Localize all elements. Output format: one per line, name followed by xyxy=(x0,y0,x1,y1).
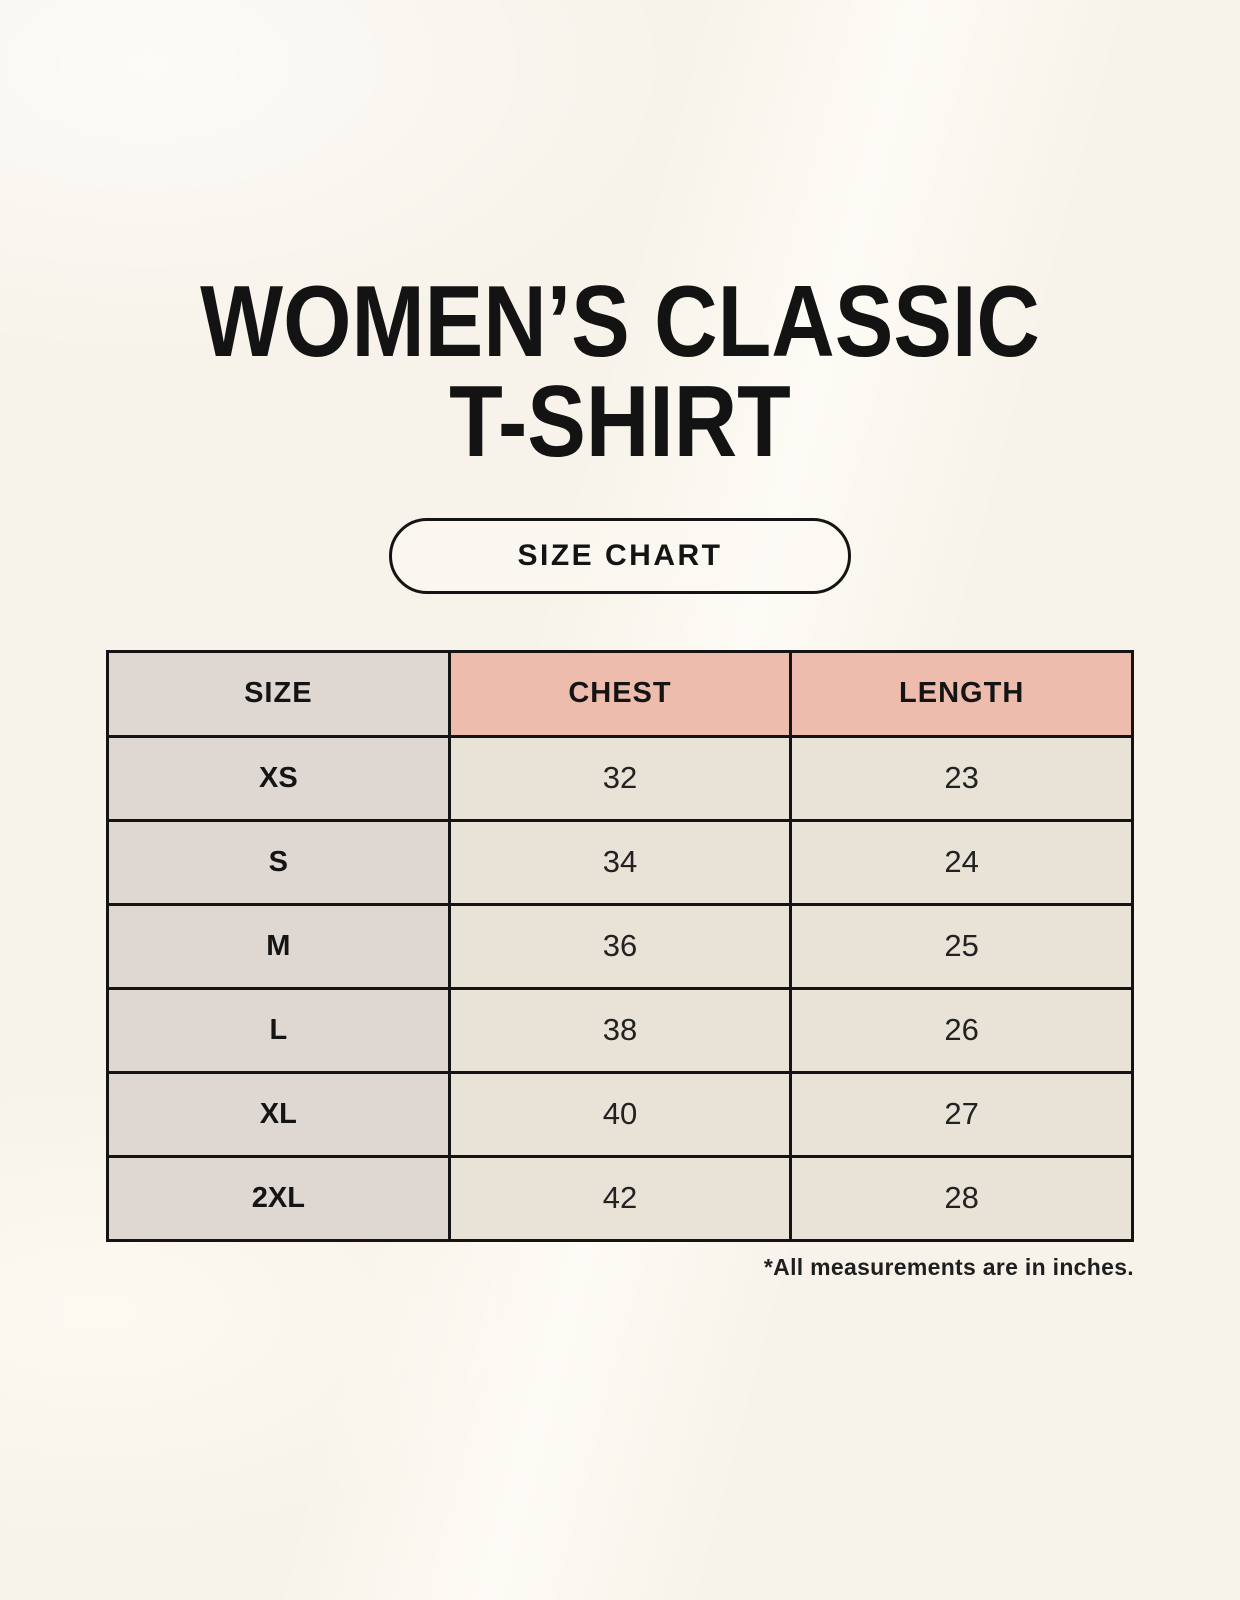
size-label: S xyxy=(108,820,450,904)
chest-value: 40 xyxy=(449,1072,791,1156)
table-row xyxy=(108,904,1133,988)
chest-value: 36 xyxy=(449,904,791,988)
size-label: XS xyxy=(108,736,450,820)
table-row xyxy=(108,820,1133,904)
chest-value: 32 xyxy=(449,736,791,820)
size-label: 2XL xyxy=(108,1156,450,1240)
column-header-chest: CHEST xyxy=(449,651,791,736)
page-title-line1: WOMEN’S CLASSIC xyxy=(200,266,1040,378)
length-value: 28 xyxy=(791,1156,1133,1240)
table-header-row xyxy=(108,651,1133,736)
chest-value: 42 xyxy=(449,1156,791,1240)
size-chart-badge-label: SIZE CHART xyxy=(517,538,723,572)
length-value: 23 xyxy=(791,736,1133,820)
column-header-length: LENGTH xyxy=(791,651,1133,736)
length-value: 27 xyxy=(791,1072,1133,1156)
length-value: 26 xyxy=(791,988,1133,1072)
size-label: M xyxy=(108,904,450,988)
size-label: L xyxy=(108,988,450,1072)
page-title-line2: T-SHIRT xyxy=(449,365,791,478)
length-value: 25 xyxy=(791,904,1133,988)
chest-value: 38 xyxy=(449,988,791,1072)
table-row xyxy=(108,736,1133,820)
size-chart-badge xyxy=(389,518,851,594)
column-header-size: SIZE xyxy=(108,651,450,736)
size-label: XL xyxy=(108,1072,450,1156)
size-chart-table xyxy=(106,650,1134,1242)
measurements-footnote: *All measurements are in inches. xyxy=(763,1253,1134,1280)
table-row xyxy=(108,988,1133,1072)
page-title xyxy=(81,266,1160,478)
table-row xyxy=(108,1156,1133,1240)
table-row xyxy=(108,1072,1133,1156)
chest-value: 34 xyxy=(449,820,791,904)
length-value: 24 xyxy=(791,820,1133,904)
